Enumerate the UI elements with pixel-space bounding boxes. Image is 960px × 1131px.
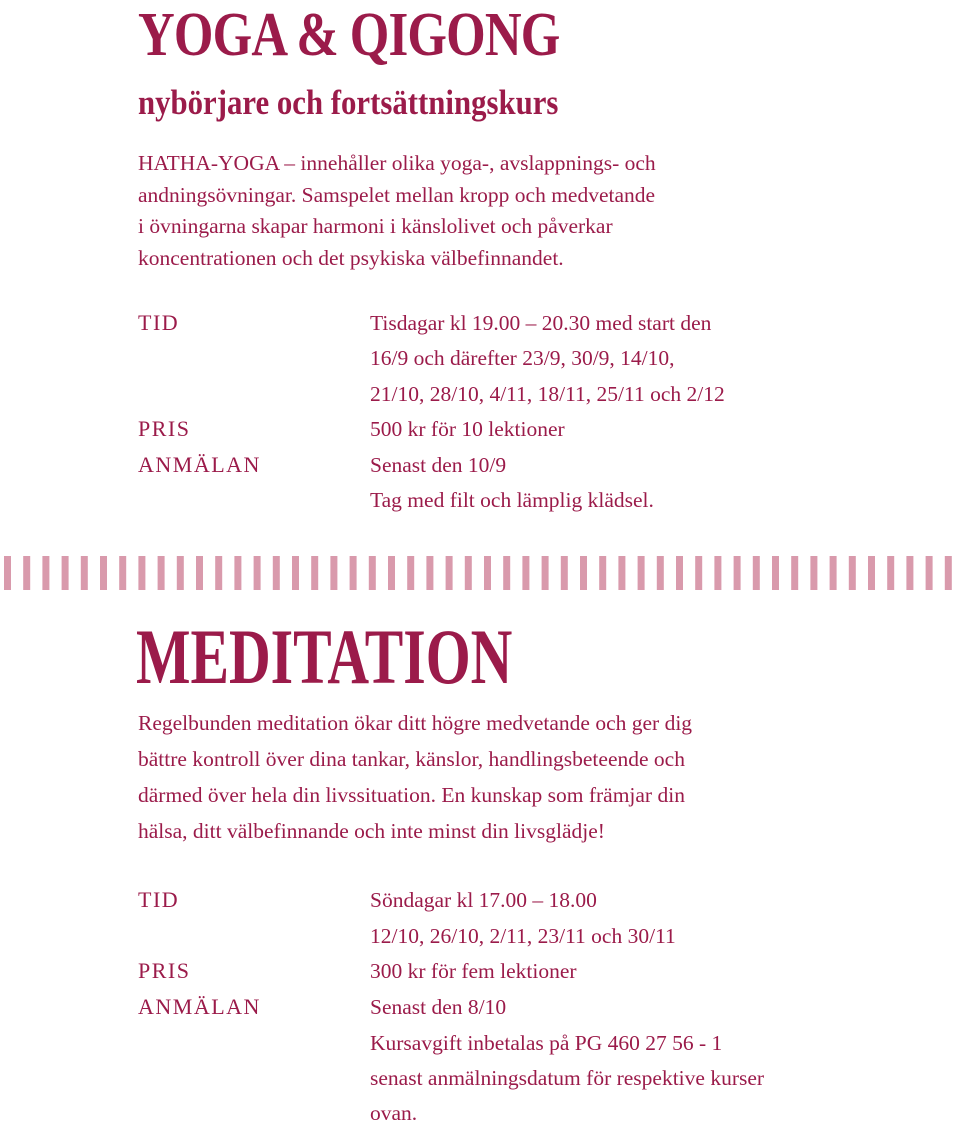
stripe-bar [906,556,913,590]
stripe-bar [215,556,222,590]
stripe-bar [503,556,510,590]
meditation-text-line: därmed över hela din livssituation. En kunskap som främjar din [138,783,685,807]
yoga-intro-line: andningsövningar. Samspelet mellan kropp och medvetande [138,182,656,207]
stripe-bar [369,556,376,590]
yoga-tid-line: 21/10, 28/10, 4/11, 18/11, 25/11 och 2/12 [370,382,725,406]
stripe-bar [638,556,645,590]
stripe-bar [446,556,453,590]
stripe-bar [484,556,491,590]
meditation-anmalan-line: Senast den 8/10 [370,995,507,1019]
stripe-bar [657,556,664,590]
stripe-bar [849,556,856,590]
stripe-bar [138,556,145,590]
stripe-bar [772,556,779,590]
stripe-bar [273,556,280,590]
meditation-tid-line: 12/10, 26/10, 2/11, 23/11 och 30/11 [370,924,676,948]
stripe-bar [81,556,88,590]
meditation-anmalan-line: Kursavgift inbetalas på PG 460 27 56 - 1 [370,1031,723,1055]
yoga-intro-line: HATHA-YOGA – innehåller olika yoga-, avslappnings- och [138,151,656,175]
stripe-bar [887,556,894,590]
stripe-bar [791,556,798,590]
stripe-bar [62,556,69,590]
stripe-bar [734,556,741,590]
stripe-bar [945,556,952,590]
stripe-bar [407,556,414,590]
meditation-tid-label: TID [138,887,180,912]
stripe-bar [522,556,529,590]
meditation-text-line: hälsa, ditt välbefinnande och inte minst din livsglädje! [138,819,605,843]
stripe-bar [330,556,337,590]
yoga-pris-value: 500 kr för 10 lektioner [370,417,565,441]
meditation-anmalan-line: senast anmälningsdatum för respektive kurser [370,1066,765,1090]
stripe-bar [542,556,549,590]
stripe-bar [388,556,395,590]
meditation-title: MEDITATION [136,613,513,700]
stripe-bar [234,556,241,590]
yoga-anmalan-line: Tag med filt och lämplig klädsel. [370,488,654,512]
meditation-text-line: bättre kontroll över dina tankar, känslor, handlingsbeteende och [138,747,685,771]
meditation-anmalan-label: ANMÄLAN [138,994,261,1019]
stripe-bar [350,556,357,590]
meditation-tid-line: Söndagar kl 17.00 – 18.00 [370,888,597,912]
stripe-bar [810,556,817,590]
yoga-anmalan-label: ANMÄLAN [138,452,261,477]
stripe-bar [4,556,11,590]
stripe-bar [42,556,49,590]
stripe-bar [426,556,433,590]
stripe-bar [580,556,587,590]
stripe-bar [311,556,318,590]
yoga-title: YOGA & QIGONG [138,1,560,69]
stripe-bar [465,556,472,590]
meditation-pris-value: 300 kr för fem lektioner [370,959,577,983]
yoga-tid-line: Tisdagar kl 19.00 – 20.30 med start den [370,311,712,335]
stripe-bar [753,556,760,590]
stripe-bar [676,556,683,590]
stripe-bar [177,556,184,590]
stripe-bar [158,556,165,590]
meditation-text-line: Regelbunden meditation ökar ditt högre medvetande och ger dig [138,711,693,735]
stripe-bar [868,556,875,590]
yoga-intro-line: i övningarna skapar harmoni i känslolivet och påverkar [138,214,613,238]
yoga-pris-label: PRIS [138,416,191,441]
yoga-anmalan-line: Senast den 10/9 [370,453,507,477]
stripe-bar [119,556,126,590]
meditation-text [138,705,692,849]
stripe-bar [292,556,299,590]
yoga-tid-label: TID [138,310,180,335]
stripe-divider [0,556,960,590]
stripe-bar [618,556,625,590]
yoga-subtitle: nybörjare och fortsättningskurs [138,83,559,122]
meditation-anmalan-line: ovan. [370,1101,418,1125]
yoga-tid-line: 16/9 och därefter 23/9, 30/9, 14/10, [370,346,675,370]
stripe-bar [196,556,203,590]
stripe-bar [599,556,606,590]
stripe-bar [561,556,568,590]
stripe-bar [254,556,261,590]
stripe-bar [23,556,30,590]
stripe-bar [926,556,933,590]
stripe-bar [100,556,107,590]
yoga-intro-line: koncentrationen och det psykiska välbefinnandet. [138,245,564,270]
stripe-bar [695,556,702,590]
meditation-pris-label: PRIS [138,958,191,983]
yoga-intro [138,148,838,274]
stripe-bar [714,556,721,590]
stripe-bar [830,556,837,590]
